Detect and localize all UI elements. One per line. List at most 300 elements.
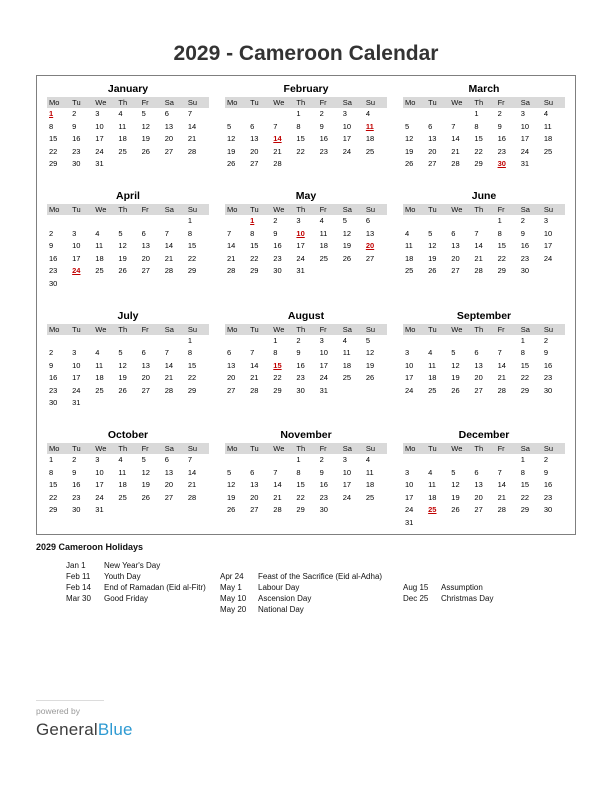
month-days-grid	[403, 443, 565, 529]
day-cell: 12	[118, 241, 127, 250]
day-cell: 30	[273, 266, 282, 275]
holiday-column	[66, 561, 220, 605]
weekday-label: Su	[364, 97, 387, 108]
month-title: October	[107, 429, 149, 441]
day-cell: 20	[451, 253, 460, 263]
day-cell: 6	[474, 348, 479, 357]
day-cell: 10	[543, 228, 553, 238]
day-cell: 21	[451, 146, 460, 156]
holiday-date: May 20	[220, 605, 247, 614]
day-cell: 3	[342, 455, 347, 464]
day-cell: 18	[428, 492, 437, 502]
weekday-label: Th	[294, 324, 317, 335]
day-cell: 9	[319, 121, 324, 131]
month-title: June	[471, 190, 497, 202]
day-cell: 28	[187, 146, 197, 156]
day-cell: 16	[319, 134, 328, 143]
day-cell: 2	[72, 109, 77, 118]
day-cell: 23	[497, 146, 506, 156]
day-cell: 27	[164, 492, 174, 502]
day-cell: 1	[49, 455, 54, 464]
weekday-label: Mo	[225, 324, 248, 335]
day-cell: 21	[273, 492, 282, 502]
brand-blue-text: Blue	[97, 720, 133, 739]
day-cell: 13	[451, 241, 460, 250]
day-cell: 28	[497, 505, 506, 514]
empty-day-cell	[140, 278, 163, 291]
generalblue-logo	[36, 720, 133, 740]
empty-day-cell	[449, 215, 472, 228]
empty-day-cell	[93, 397, 116, 410]
day-cell: 24	[520, 146, 530, 156]
day-cell: 2	[543, 335, 549, 345]
empty-day-cell	[403, 335, 426, 348]
day-cell: 28	[187, 492, 197, 502]
day-cell: 18	[95, 373, 104, 382]
day-cell: 12	[141, 121, 150, 131]
weekday-label: Sa	[341, 204, 364, 215]
day-cell: 19	[118, 373, 127, 382]
empty-day-cell	[318, 158, 341, 171]
weekday-label: Th	[116, 204, 139, 215]
day-cell: 24	[405, 385, 414, 395]
day-cell: 7	[497, 348, 502, 357]
day-cell: 12	[227, 480, 236, 489]
day-cell: 26	[118, 385, 127, 395]
day-cell: 1	[296, 455, 301, 464]
day-cell: 18	[405, 253, 414, 263]
weekday-label: Tu	[248, 443, 271, 454]
weekday-label: Sa	[163, 97, 186, 108]
day-cell: 12	[227, 134, 236, 143]
day-cell: 23	[273, 253, 282, 263]
month-may	[225, 189, 387, 290]
weekday-label: Sa	[341, 97, 364, 108]
day-cell: 22	[49, 146, 58, 156]
day-cell: 14	[497, 480, 506, 489]
day-cell: 15	[474, 134, 483, 143]
day-cell: 28	[273, 505, 282, 514]
day-cell: 14	[474, 241, 483, 250]
day-cell: 13	[164, 467, 174, 477]
day-cell: 4	[95, 228, 100, 238]
day-cell: 17	[95, 480, 104, 489]
day-cell: 12	[428, 241, 437, 250]
holiday-date: May 1	[220, 583, 242, 592]
day-cell: 17	[543, 241, 553, 250]
day-cell: 11	[342, 348, 351, 357]
day-cell: 5	[227, 121, 232, 131]
holiday-name: Assumption	[441, 583, 483, 592]
footer	[36, 700, 133, 740]
day-cell: 21	[474, 253, 483, 263]
day-cell: 8	[49, 467, 54, 477]
weekday-label: Tu	[248, 97, 271, 108]
day-cell: 24	[543, 253, 553, 263]
day-cell: 17	[319, 360, 328, 370]
holiday-name: Good Friday	[104, 594, 149, 603]
day-cell: 20	[474, 373, 483, 382]
empty-day-cell	[364, 265, 387, 278]
day-cell: 31	[405, 517, 414, 527]
holiday-date: Mar 30	[66, 594, 91, 603]
day-cell: 26	[451, 505, 460, 514]
day-cell: 26	[365, 373, 375, 382]
weekday-label: Su	[542, 97, 565, 108]
month-days-grid	[225, 97, 387, 171]
day-cell: 25	[118, 146, 127, 156]
empty-day-cell	[364, 158, 387, 171]
weekday-label: We	[271, 204, 294, 215]
day-cell: 15	[520, 480, 530, 489]
empty-day-cell	[93, 215, 116, 228]
day-cell: 1	[296, 109, 301, 118]
day-cell: 12	[342, 228, 352, 238]
holiday-item	[66, 583, 220, 594]
empty-day-cell	[140, 335, 163, 348]
day-cell: 22	[49, 492, 58, 502]
weekday-label: Th	[116, 443, 139, 454]
day-cell: 2	[319, 109, 324, 118]
empty-day-cell	[140, 397, 163, 410]
day-cell: 23	[72, 492, 81, 502]
empty-day-cell	[472, 454, 495, 467]
holiday-column	[220, 572, 403, 616]
day-cell: 31	[95, 159, 104, 168]
empty-day-cell	[341, 265, 364, 278]
day-cell: 18	[342, 360, 352, 370]
day-cell: 18	[118, 480, 127, 489]
day-cell: 27	[474, 385, 483, 395]
day-cell: 1	[49, 109, 54, 118]
empty-day-cell	[248, 335, 271, 348]
weekday-label: Mo	[47, 443, 70, 454]
holiday-item	[220, 572, 403, 583]
empty-day-cell	[341, 504, 364, 517]
day-cell: 24	[342, 146, 352, 156]
day-cell: 30	[497, 159, 506, 168]
holiday-columns	[66, 561, 576, 616]
holidays-title: 2029 Cameroon Holidays	[36, 542, 144, 552]
empty-day-cell	[496, 517, 519, 530]
day-cell: 16	[72, 134, 81, 143]
empty-day-cell	[426, 335, 449, 348]
weekday-label: Tu	[248, 324, 271, 335]
day-cell: 13	[474, 480, 483, 489]
weekday-label: Su	[364, 443, 387, 454]
day-cell: 12	[141, 467, 150, 477]
day-cell: 13	[227, 360, 236, 370]
holiday-item	[66, 561, 220, 572]
empty-day-cell	[93, 278, 116, 291]
month-days-grid	[47, 204, 209, 290]
holiday-name: Youth Day	[104, 572, 141, 581]
day-cell: 11	[428, 360, 436, 370]
month-march	[403, 82, 565, 171]
weekday-label: Th	[116, 324, 139, 335]
day-cell: 26	[227, 505, 236, 514]
day-cell: 9	[520, 228, 525, 238]
weekday-label: Sa	[163, 204, 186, 215]
day-cell: 21	[273, 146, 282, 156]
weekday-label: Fr	[318, 97, 341, 108]
day-cell: 2	[296, 335, 301, 345]
day-cell: 10	[72, 360, 81, 370]
day-cell: 29	[273, 385, 282, 395]
day-cell: 3	[520, 109, 525, 118]
month-april	[47, 189, 209, 290]
empty-day-cell	[426, 517, 449, 530]
day-cell: 28	[273, 159, 282, 168]
day-cell: 4	[365, 109, 371, 118]
day-cell: 23	[72, 146, 81, 156]
empty-day-cell	[47, 215, 70, 228]
day-cell: 16	[49, 373, 58, 382]
day-cell: 20	[250, 492, 259, 502]
day-cell: 8	[497, 228, 502, 238]
empty-day-cell	[163, 158, 186, 171]
day-cell: 24	[319, 373, 328, 382]
weekday-label: Fr	[140, 443, 163, 454]
weekday-label: Th	[116, 97, 139, 108]
weekday-label: Fr	[496, 324, 519, 335]
holiday-item	[403, 594, 576, 605]
empty-day-cell	[364, 385, 387, 398]
empty-day-cell	[70, 278, 93, 291]
day-cell: 14	[227, 241, 236, 250]
brand-general-text: General	[36, 720, 98, 739]
weekday-label: Su	[542, 443, 565, 454]
empty-day-cell	[186, 278, 209, 291]
day-cell: 16	[543, 360, 553, 370]
day-cell: 17	[520, 134, 530, 143]
day-cell: 11	[365, 121, 374, 131]
day-cell: 13	[250, 134, 259, 143]
day-cell: 31	[319, 385, 328, 395]
weekday-label: Th	[472, 443, 495, 454]
day-cell: 31	[95, 505, 104, 514]
day-cell: 24	[405, 505, 414, 514]
empty-day-cell	[186, 158, 209, 171]
day-cell: 8	[296, 121, 301, 131]
month-days-grid	[47, 97, 209, 171]
weekday-label: Th	[294, 204, 317, 215]
empty-day-cell	[186, 397, 209, 410]
empty-day-cell	[225, 335, 248, 348]
empty-day-cell	[163, 215, 186, 228]
day-cell: 30	[520, 266, 530, 275]
day-cell: 10	[342, 121, 352, 131]
day-cell: 21	[164, 253, 174, 263]
day-cell: 16	[543, 480, 553, 489]
weekday-label: Su	[364, 324, 387, 335]
day-cell: 16	[520, 241, 530, 250]
day-cell: 15	[49, 134, 58, 143]
weekday-label: Sa	[519, 324, 542, 335]
weekday-label: Fr	[140, 324, 163, 335]
day-cell: 7	[273, 121, 278, 131]
day-cell: 6	[141, 228, 146, 238]
day-cell: 14	[273, 134, 282, 143]
empty-day-cell	[93, 335, 116, 348]
day-cell: 19	[428, 253, 437, 263]
month-january	[47, 82, 209, 171]
weekday-label: Tu	[70, 97, 93, 108]
day-cell: 27	[474, 505, 483, 514]
day-cell: 23	[49, 385, 58, 395]
day-cell: 4	[342, 335, 347, 345]
day-cell: 11	[95, 360, 104, 370]
day-cell: 27	[227, 385, 236, 395]
day-cell: 9	[273, 228, 278, 238]
day-cell: 5	[227, 467, 232, 477]
month-days-grid	[225, 443, 387, 517]
weekday-label: We	[93, 324, 116, 335]
day-cell: 12	[451, 480, 460, 489]
weekday-label: Mo	[403, 204, 426, 215]
day-cell: 6	[141, 348, 146, 357]
day-cell: 2	[273, 216, 278, 225]
empty-day-cell	[116, 215, 139, 228]
day-cell: 15	[187, 360, 197, 370]
weekday-label: Tu	[248, 204, 271, 215]
day-cell: 8	[187, 228, 193, 238]
day-cell: 31	[296, 266, 305, 275]
day-cell: 22	[187, 373, 197, 382]
day-cell: 5	[365, 335, 371, 345]
day-cell: 8	[520, 348, 525, 357]
page-title: 2029 - Cameroon Calendar	[173, 42, 439, 65]
day-cell: 1	[520, 335, 525, 345]
weekday-label: Tu	[70, 443, 93, 454]
day-cell: 25	[405, 266, 414, 275]
weekday-label: We	[271, 324, 294, 335]
day-cell: 15	[273, 360, 282, 370]
month-february	[225, 82, 387, 171]
holiday-name: Christmas Day	[441, 594, 494, 603]
holidays-section	[36, 542, 576, 616]
weekday-label: Sa	[341, 443, 364, 454]
day-cell: 24	[72, 385, 81, 395]
day-cell: 30	[49, 278, 58, 288]
holiday-date: Aug 15	[403, 583, 429, 592]
day-cell: 23	[49, 266, 58, 275]
day-cell: 29	[520, 505, 530, 514]
day-cell: 17	[95, 134, 104, 143]
day-cell: 9	[543, 467, 549, 477]
empty-day-cell	[271, 108, 294, 121]
day-cell: 28	[250, 385, 259, 395]
day-cell: 28	[164, 266, 174, 275]
empty-day-cell	[163, 278, 186, 291]
day-cell: 26	[141, 492, 150, 502]
day-cell: 30	[72, 159, 81, 168]
day-cell: 5	[141, 109, 146, 118]
day-cell: 2	[72, 455, 77, 464]
day-cell: 6	[164, 109, 169, 118]
day-cell: 7	[164, 348, 169, 357]
day-cell: 4	[543, 109, 549, 118]
day-cell: 5	[405, 121, 410, 131]
empty-day-cell	[519, 517, 542, 530]
day-cell: 12	[405, 134, 414, 143]
day-cell: 17	[342, 480, 352, 489]
day-cell: 7	[273, 467, 278, 477]
empty-day-cell	[163, 335, 186, 348]
month-title: November	[280, 429, 332, 441]
weekday-label: Tu	[426, 204, 449, 215]
day-cell: 25	[319, 253, 328, 263]
day-cell: 30	[319, 505, 328, 514]
day-cell: 27	[451, 266, 460, 275]
day-cell: 19	[405, 146, 414, 156]
day-cell: 14	[187, 121, 197, 131]
day-cell: 4	[118, 109, 123, 118]
day-cell: 13	[474, 360, 483, 370]
weekday-label: Tu	[426, 97, 449, 108]
day-cell: 20	[250, 146, 259, 156]
day-cell: 27	[250, 505, 259, 514]
month-october	[47, 428, 209, 529]
day-cell: 8	[273, 348, 278, 357]
day-cell: 25	[428, 385, 437, 395]
empty-day-cell	[364, 504, 387, 517]
day-cell: 24	[342, 492, 352, 502]
day-cell: 2	[49, 228, 54, 238]
day-cell: 10	[342, 467, 352, 477]
day-cell: 19	[141, 480, 150, 489]
month-title: April	[116, 190, 140, 202]
day-cell: 18	[95, 253, 104, 263]
day-cell: 14	[451, 134, 460, 143]
weekday-label: Fr	[140, 97, 163, 108]
empty-day-cell	[225, 454, 248, 467]
holiday-item	[220, 594, 403, 605]
day-cell: 26	[405, 159, 414, 168]
month-days-grid	[225, 324, 387, 398]
day-cell: 11	[118, 121, 127, 131]
day-cell: 25	[428, 505, 437, 514]
day-cell: 25	[365, 146, 375, 156]
day-cell: 7	[227, 228, 232, 238]
weekday-label: We	[93, 97, 116, 108]
day-cell: 22	[520, 373, 530, 382]
empty-day-cell	[341, 385, 364, 398]
day-cell: 7	[250, 348, 255, 357]
day-cell: 15	[296, 480, 305, 489]
day-cell: 25	[95, 385, 104, 395]
day-cell: 29	[187, 266, 197, 275]
day-cell: 20	[474, 492, 483, 502]
weekday-label: We	[449, 204, 472, 215]
day-cell: 8	[187, 348, 193, 357]
weekday-label: Mo	[403, 324, 426, 335]
holiday-item	[66, 572, 220, 583]
day-cell: 16	[273, 241, 282, 250]
day-cell: 23	[543, 373, 553, 382]
day-cell: 14	[164, 241, 174, 250]
weekday-label: Th	[294, 97, 317, 108]
day-cell: 3	[72, 348, 77, 357]
day-cell: 13	[141, 241, 150, 250]
powered-by-text: powered by	[36, 706, 80, 716]
day-cell: 25	[342, 373, 352, 382]
day-cell: 20	[141, 253, 150, 263]
empty-day-cell	[449, 335, 472, 348]
day-cell: 28	[227, 266, 236, 275]
day-cell: 6	[451, 228, 456, 238]
empty-day-cell	[225, 215, 248, 228]
